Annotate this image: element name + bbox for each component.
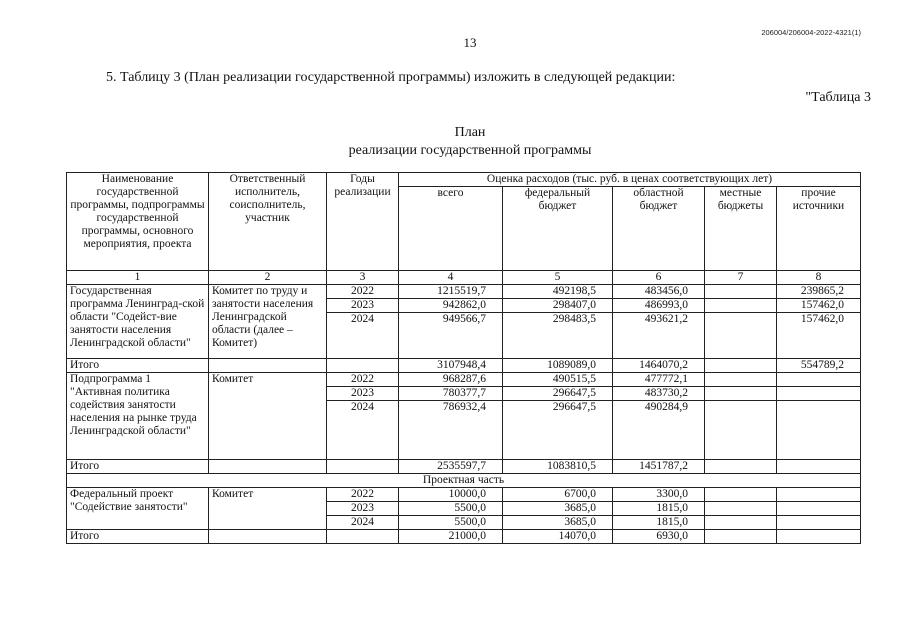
regional-cell: 477772,1 <box>613 373 705 387</box>
itogo-row <box>67 460 861 474</box>
header-local: местные бюджеты <box>705 187 777 271</box>
year-cell: 2022 <box>327 373 399 387</box>
col-number: 7 <box>705 271 777 285</box>
regional-cell: 6930,0 <box>613 530 705 544</box>
header-expenses: Оценка расходов (тыс. руб. в ценах соответствующих лет) <box>399 173 861 187</box>
col-number: 2 <box>209 271 327 285</box>
other-cell <box>777 460 861 474</box>
itogo-row <box>67 359 861 373</box>
empty-cell <box>209 530 327 544</box>
local-cell <box>705 460 777 474</box>
header-row-1 <box>67 173 861 187</box>
header-total: всего <box>399 187 503 271</box>
local-cell <box>705 488 777 502</box>
itogo-label: Итого <box>67 460 209 474</box>
other-cell <box>777 387 861 401</box>
project-name: Федеральный проект "Содействие занятости" <box>67 488 209 530</box>
local-cell <box>705 373 777 387</box>
other-cell: 554789,2 <box>777 359 861 373</box>
header-federal: федеральный бюджет <box>503 187 613 271</box>
local-cell <box>705 516 777 530</box>
year-cell: 2022 <box>327 488 399 502</box>
local-cell <box>705 313 777 359</box>
section-row <box>67 474 861 488</box>
empty-cell <box>327 359 399 373</box>
other-cell: 157462,0 <box>777 313 861 359</box>
page-number: 13 <box>463 35 477 50</box>
year-cell: 2023 <box>327 299 399 313</box>
total-cell: 5500,0 <box>399 502 503 516</box>
local-cell <box>705 299 777 313</box>
other-cell: 157462,0 <box>777 299 861 313</box>
total-cell: 780377,7 <box>399 387 503 401</box>
total-cell: 942862,0 <box>399 299 503 313</box>
total-cell: 3107948,4 <box>399 359 503 373</box>
other-cell <box>777 488 861 502</box>
local-cell <box>705 530 777 544</box>
program-responsible: Комитет по труду и занятости населения Ленинградской области (далее – Комитет) <box>209 285 327 359</box>
federal-cell: 298483,5 <box>503 313 613 359</box>
col-number: 1 <box>67 271 209 285</box>
federal-cell: 490515,5 <box>503 373 613 387</box>
col-number: 3 <box>327 271 399 285</box>
total-cell: 1215519,7 <box>399 285 503 299</box>
local-cell <box>705 285 777 299</box>
header-regional: областной бюджет <box>613 187 705 271</box>
col-number: 6 <box>613 271 705 285</box>
year-cell: 2022 <box>327 285 399 299</box>
year-cell: 2024 <box>327 401 399 460</box>
regional-cell: 483730,2 <box>613 387 705 401</box>
table-row <box>67 373 861 387</box>
total-cell: 21000,0 <box>399 530 503 544</box>
regional-cell: 486993,0 <box>613 299 705 313</box>
total-cell: 2535597,7 <box>399 460 503 474</box>
empty-cell <box>209 460 327 474</box>
total-cell: 786932,4 <box>399 401 503 460</box>
table-title <box>0 124 905 160</box>
federal-cell: 6700,0 <box>503 488 613 502</box>
plan-table <box>66 172 861 544</box>
other-cell <box>777 516 861 530</box>
federal-cell: 14070,0 <box>503 530 613 544</box>
other-cell: 239865,2 <box>777 285 861 299</box>
total-cell: 5500,0 <box>399 516 503 530</box>
project-responsible: Комитет <box>209 488 327 530</box>
program-name: Государственная программа Ленинград-ской области "Содейст-вие занятости населения Ленинградской области" <box>67 285 209 359</box>
federal-cell: 1083810,5 <box>503 460 613 474</box>
regional-cell: 1464070,2 <box>613 359 705 373</box>
empty-cell <box>327 460 399 474</box>
other-cell <box>777 373 861 387</box>
total-cell: 968287,6 <box>399 373 503 387</box>
itogo-label: Итого <box>67 359 209 373</box>
regional-cell: 483456,0 <box>613 285 705 299</box>
other-cell <box>777 401 861 460</box>
subprogram-name: Подпрограмма 1 "Активная политика содействия занятости населения на рынке труда Ленинградской области" <box>67 373 209 460</box>
header-name: Наименование государственной программы, подпрограммы государственной программы, основного мероприятия, проекта <box>67 173 209 271</box>
empty-cell <box>209 359 327 373</box>
local-cell <box>705 359 777 373</box>
regional-cell: 1451787,2 <box>613 460 705 474</box>
local-cell <box>705 401 777 460</box>
local-cell <box>705 387 777 401</box>
intro-paragraph: 5. Таблицу 3 (План реализации государственной программы) изложить в следующей редакции: <box>106 70 676 85</box>
col-number: 4 <box>399 271 503 285</box>
year-cell: 2024 <box>327 313 399 359</box>
other-cell <box>777 502 861 516</box>
regional-cell: 3300,0 <box>613 488 705 502</box>
column-number-row <box>67 271 861 285</box>
year-cell: 2023 <box>327 387 399 401</box>
itogo-label: Итого <box>67 530 209 544</box>
federal-cell: 3685,0 <box>503 502 613 516</box>
header-responsible: Ответственный исполнитель, соисполнитель, участник <box>209 173 327 271</box>
year-cell: 2024 <box>327 516 399 530</box>
project-section-label: Проектная часть <box>67 474 861 488</box>
table-label: "Таблица 3 <box>805 90 871 105</box>
regional-cell: 1815,0 <box>613 502 705 516</box>
subprogram-responsible: Комитет <box>209 373 327 460</box>
empty-cell <box>327 530 399 544</box>
itogo-row <box>67 530 861 544</box>
other-cell <box>777 530 861 544</box>
year-cell: 2023 <box>327 502 399 516</box>
header-years: Годы реализации <box>327 173 399 271</box>
regional-cell: 493621,2 <box>613 313 705 359</box>
regional-cell: 490284,9 <box>613 401 705 460</box>
federal-cell: 296647,5 <box>503 401 613 460</box>
document-id: 206004/206004-2022-4321(1) <box>761 28 861 37</box>
col-number: 5 <box>503 271 613 285</box>
table-row <box>67 488 861 502</box>
table-row <box>67 285 861 299</box>
total-cell: 10000,0 <box>399 488 503 502</box>
federal-cell: 296647,5 <box>503 387 613 401</box>
header-other: прочие источники <box>777 187 861 271</box>
title-line-2: реализации государственной программы <box>348 143 592 158</box>
regional-cell: 1815,0 <box>613 516 705 530</box>
total-cell: 949566,7 <box>399 313 503 359</box>
col-number: 8 <box>777 271 861 285</box>
local-cell <box>705 502 777 516</box>
title-line-1: План <box>454 125 486 140</box>
federal-cell: 298407,0 <box>503 299 613 313</box>
federal-cell: 1089089,0 <box>503 359 613 373</box>
federal-cell: 3685,0 <box>503 516 613 530</box>
federal-cell: 492198,5 <box>503 285 613 299</box>
